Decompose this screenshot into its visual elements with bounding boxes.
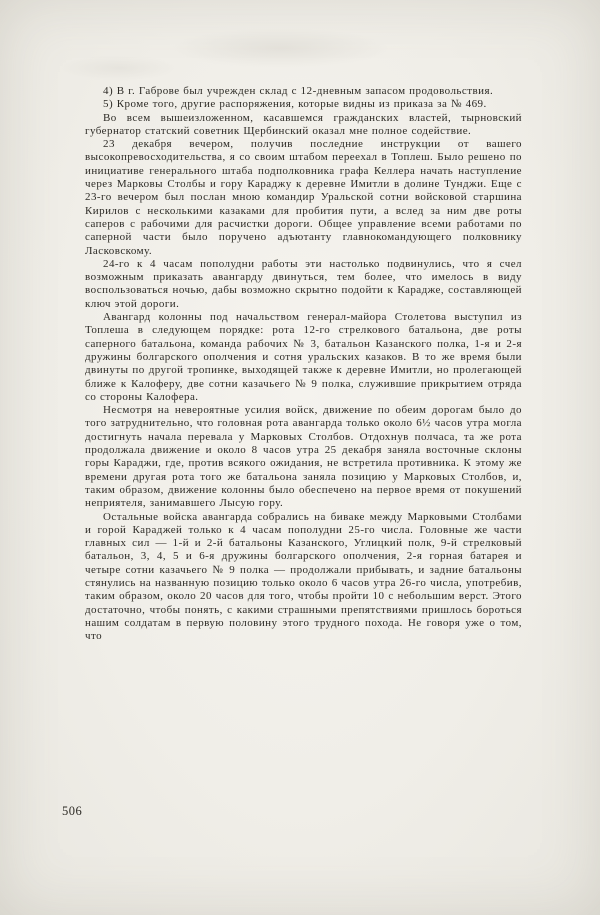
paragraph-march-difficulty: Несмотря на невероятные усилия войск, движение по обеим дорогам было до того затруднительно, что головная рота авангарда только около 6½ часов утра могла достигнуть начала перевала у Марковых Столбов. Отдохнув полчаса, та же рота продолжала движение и около 8 часов утра 25 декабря заняла восточные склоны горы Караджи, где, против всякого ожидания, не встретила противника. К этому же времени другая рота того же батальона заняла позицию у Марковых Столбов, и, таким образом, движение колонны было обеспечено на первое время от покушений неприятеля, занимавшего Лысую гору. <box>85 404 522 510</box>
page-text <box>85 85 522 643</box>
paragraph-main-forces: Остальные войска авангарда собрались на биваке между Марковыми Столбами и горой Караджей только к 4 часам пополудни 25-го числа. Головные же части главных сил — 1-й и 2-й батальоны Казанского, Углицкий полк, 9-й стрелковый батальон, 3, 4, 5 и 6-я дружины болгарского ополчения, 2-я горная батарея и четыре сотни казачьего № 9 полка — продолжали прибывать, и задние батальоны стянулись на названную позицию только около 6 часов утра 26-го числа, употребив, таким образом, около 20 часов для того, чтобы пройти 10 с небольшим верст. Этого достаточно, чтобы понять, с какими страшными препятствиями пришлось бороться нашим солдатам в первую половину этого трудного похода. Не говоря уже о том, что <box>85 510 522 643</box>
page-number: 506 <box>62 804 83 818</box>
paragraph-item-5: 5) Кроме того, другие распоряжения, которые видны из приказа за № 469. <box>103 98 487 111</box>
paragraph-vanguard: Авангард колонны под начальством генерал-майора Столетова выступил из Топлеша в следующем порядке: рота 12-го стрелкового батальона, две роты саперного батальона, команда рабочих № 3, батальон Казанского полка, 1-я и 2-я дружины болгарского ополчения и сотня уральских казаков. В то же время были двинуты по другой тропинке, выходящей также к деревне Имитли, но пролегающей ближе к Калоферу, две сотни казачьего № 9 полка, служившие прикрытием отряда со стороны Калофера. <box>85 311 522 403</box>
scan-artifact <box>170 28 390 68</box>
scan-artifact <box>60 55 180 81</box>
paragraph-dec-23: 23 декабря вечером, получив последние инструкции от вашего высокопревосходительства, я со своим штабом переехал в Топлеш. Было решено по инициативе генерального штаба подполковника графа Келлера начать наступление через Марковы Столбы и гору Караджу к деревне Имитли в долине Тунджи. Еще с 23-го вечером был послан мною командир Уральской сотни войсковой старшина Кирилов с несколькими казаками для пробития пути, а вслед за ним две роты саперов с рабочими для расчистки дороги. Общее управление всеми работами по саперной части было поручено адъютанту главнокомандующего полковнику Ласковскому. <box>85 138 522 257</box>
paragraph-dec-24: 24-го к 4 часам пополудни работы эти настолько подвинулись, что я счел возможным приказать авангарду двинуться, тем более, что имелось в виду воспользоваться ночью, дабы возможно скрытно подойти к Карадже, составляющей ключ этой дороги. <box>85 257 522 310</box>
paragraph-item-4: 4) В г. Габрове был учрежден склад с 12-дневным запасом продовольствия. <box>103 85 494 97</box>
paragraph-governor: Во всем вышеизложенном, касавшемся гражданских властей, тырновский губернатор статский советник Щербинский оказал мне полное содействие. <box>85 111 522 137</box>
